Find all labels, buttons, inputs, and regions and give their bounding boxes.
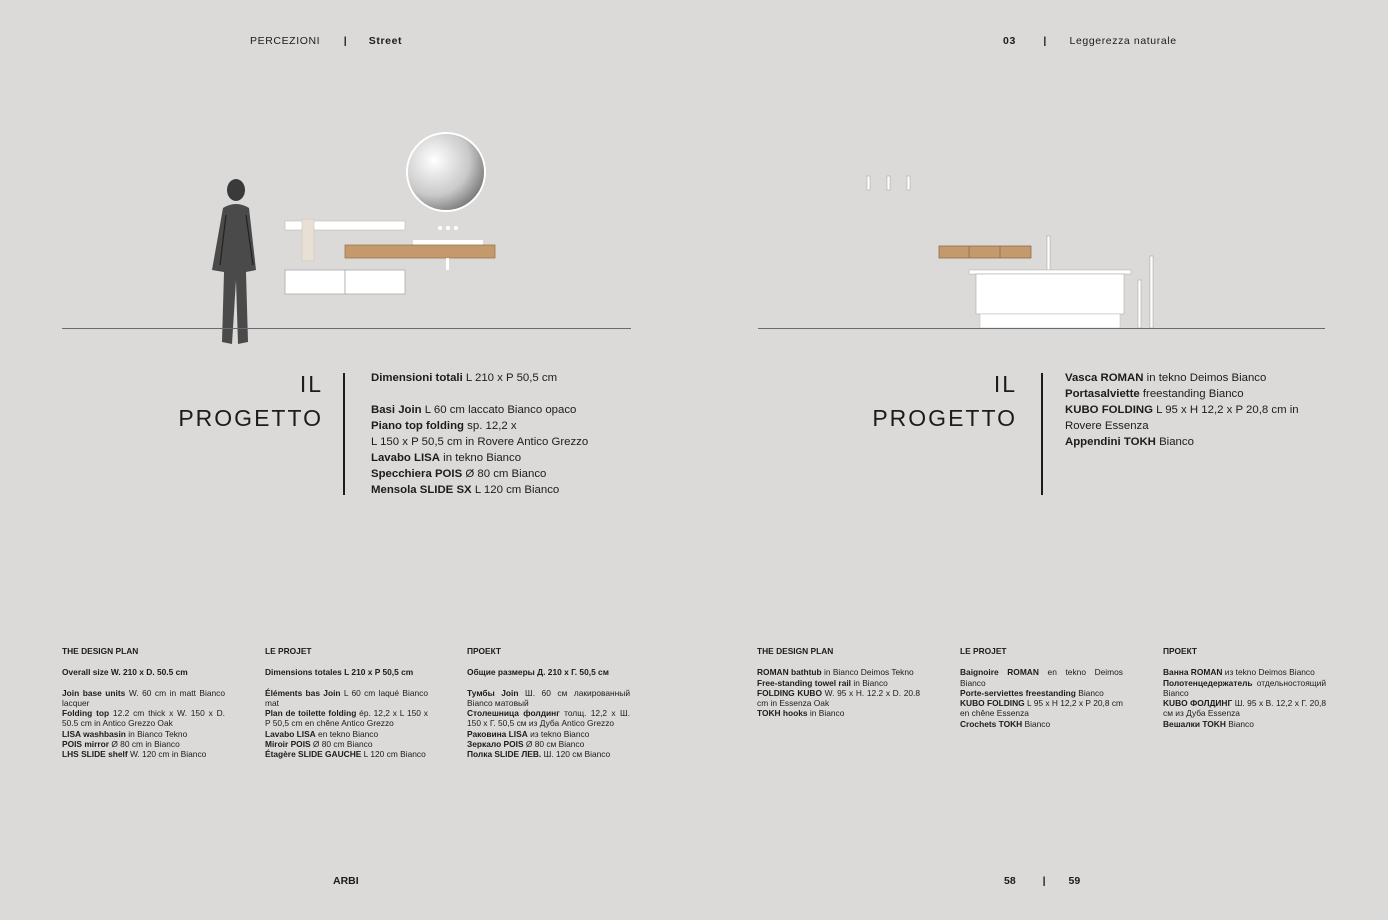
spec-line: L 150 x P 50,5 cm in Rovere Antico Grezzo: [371, 436, 589, 448]
translation-line: ROMAN bathtub in Bianco Deimos Tekno: [757, 667, 914, 678]
translation-heading: ПРОЕКТ: [467, 646, 502, 656]
spec-line: Specchiera POIS Ø 80 cm Bianco: [371, 468, 547, 480]
translation-heading: LE PROJET: [960, 646, 1007, 656]
spec-line: Piano top folding sp. 12,2 x: [371, 420, 517, 432]
footer-pages: 58 | 59: [1004, 875, 1081, 887]
spec-line: Portasalviette freestanding Bianco: [1065, 388, 1244, 400]
translation-line: Folding top 12.2 cm thick x W. 150 x D. 50.5 cm in Antico Grezzo Oak: [62, 708, 225, 729]
translation-line: Зеркало POIS Ø 80 см Bianco: [467, 739, 585, 750]
right-illustration: [840, 160, 1180, 335]
translation-line: LISA washbasin in Bianco Tekno: [62, 728, 188, 739]
spec-line: Lavabo LISA in tekno Bianco: [371, 452, 522, 464]
page-number-right: 59: [1068, 875, 1081, 887]
translation-line: Полка SLIDE ЛЕВ. Ш. 120 см Bianco: [467, 749, 611, 760]
translation-line: Miroir POIS Ø 80 cm Bianco: [265, 739, 373, 750]
translation-line: Полотенцедержатель отдельностоящий Bianco: [1163, 677, 1326, 698]
chapter-number: 03: [1003, 35, 1016, 47]
person-figure-illustration: [212, 179, 256, 344]
translation-line: Baignoire ROMAN en tekno Deimos Bianco: [960, 667, 1123, 688]
translation-line: Plan de toilette folding ép. 12,2 x L 150 x P 50,5 cm en chêne Antico Grezzo: [265, 708, 428, 729]
header-subsection: Street: [368, 35, 403, 47]
translation-heading: LE PROJET: [265, 646, 312, 656]
bathtub: [969, 270, 1131, 328]
floor-line-left: [62, 328, 631, 329]
translation-line: Join base units W. 60 cm in matt Bianco lacquer: [62, 687, 226, 708]
spec-line: Rovere Essenza: [1065, 420, 1149, 432]
translation-fr-right: [960, 646, 1123, 729]
translation-line: Столешница фолдинг толщ. 12,2 x Ш. 150 x Г. 50,5 см из Дуба Antico Grezzo: [467, 708, 630, 729]
spec-line: KUBO FOLDING L 95 x H 12,2 x P 20,8 cm in: [1065, 404, 1299, 416]
spec-list-left: [371, 370, 588, 498]
page-title-left: IL PROGETTO: [178, 371, 323, 431]
translation-line: Тумбы Join Ш. 60 см лакированный Bianco матовый: [467, 687, 631, 708]
spec-line: Mensola SLIDE SX L 120 cm Bianco: [371, 484, 560, 496]
title-divider-left: [343, 373, 345, 495]
spec-line: Dimensioni totali L 210 x P 50,5 cm: [371, 372, 558, 384]
spec-line: Basi Join L 60 cm laccato Bianco opaco: [371, 404, 577, 416]
translation-line: Вешалки TOKH Bianco: [1163, 718, 1254, 729]
translation-overall-size: Overall size W. 210 x D. 50.5 cm: [62, 667, 188, 678]
page-number-left: 58: [1004, 875, 1016, 887]
towel-rail: [1138, 256, 1153, 328]
header-right: 03 | Leggerezza naturale: [1003, 35, 1177, 47]
translation-line: Ванна ROMAN из tekno Deimos Bianco: [1163, 667, 1315, 678]
translation-line: Étagère SLIDE GAUCHE L 120 cm Bianco: [265, 749, 426, 760]
translation-en-right: [757, 646, 920, 719]
translation-line: Раковина LISA из tekno Bianco: [467, 728, 590, 739]
translation-line: FOLDING KUBO W. 95 x H. 12.2 x D. 20.8 cm in Essenza Oak: [757, 687, 920, 709]
spec-line: Vasca ROMAN in tekno Deimos Bianco: [1065, 372, 1267, 384]
header-section: PERCEZIONI: [250, 35, 321, 47]
translation-heading: THE DESIGN PLAN: [757, 646, 834, 656]
translation-ru-right: [1163, 646, 1326, 729]
vanity-unit: [285, 270, 405, 294]
spec-line: [371, 386, 588, 402]
translation-en-left: [62, 646, 225, 760]
translation-line: TOKH hooks in Bianco: [757, 708, 845, 719]
translation-line: Free-standing towel rail in Bianco: [757, 677, 888, 688]
translation-line: LHS SLIDE shelf W. 120 cm in Bianco: [62, 749, 207, 760]
translation-line: Crochets TOKH Bianco: [960, 718, 1051, 729]
translation-overall-size: Общие размеры Д. 210 x Г. 50,5 см: [467, 667, 609, 678]
page-title-right: IL PROGETTO: [872, 371, 1017, 431]
translation-line: Porte-serviettes freestanding Bianco: [960, 687, 1104, 698]
title-divider-right: [1041, 373, 1043, 495]
header-left: PERCEZIONI | Street: [250, 35, 403, 47]
translation-line: Éléments bas Join L 60 cm laqué Bianco mat: [265, 687, 428, 708]
translation-heading: THE DESIGN PLAN: [62, 646, 139, 656]
translation-heading: ПРОЕКТ: [1163, 646, 1198, 656]
round-mirror: [407, 133, 485, 211]
spec-list-right: [1065, 370, 1299, 450]
spec-line: Appendini TOKH Bianco: [1065, 436, 1194, 448]
wall-hooks: [867, 176, 910, 190]
translation-fr-left: [265, 646, 428, 760]
translation-overall-size: Dimensions totales L 210 x P 50,5 cm: [265, 667, 414, 678]
translation-line: KUBO FOLDING L 95 x H 12,2 x P 20,8 cm en chêne Essenza: [960, 698, 1123, 719]
translation-line: KUBO ФОЛДИНГ Ш. 95 x В. 12,2 x Г. 20,8 см из Дуба Essenza: [1163, 698, 1326, 719]
translation-ru-left: [467, 646, 630, 760]
left-illustration: [60, 120, 640, 350]
floor-line-right: [758, 328, 1325, 329]
translation-line: Lavabo LISA en tekno Bianco: [265, 728, 379, 739]
footer-brand: ARBI: [333, 875, 359, 887]
chapter-title: Leggerezza naturale: [1069, 35, 1177, 47]
translation-line: POIS mirror Ø 80 cm in Bianco: [62, 739, 180, 750]
